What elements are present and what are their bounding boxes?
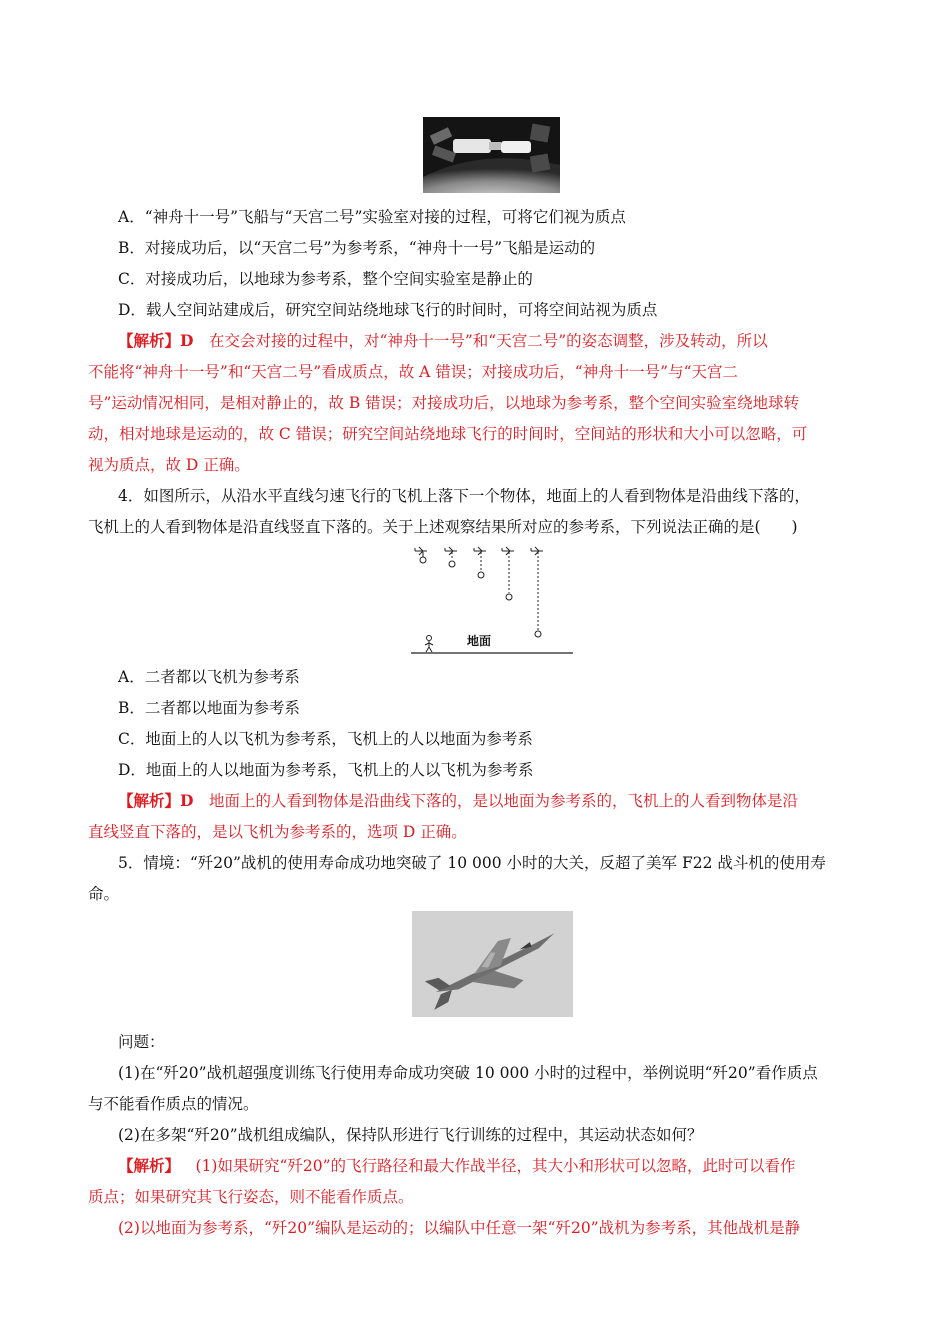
falling-object-diagram xyxy=(405,543,580,655)
q4-analysis-tag: 【解析】D xyxy=(118,791,194,810)
person-icon xyxy=(425,636,433,653)
q3-option-b: B．对接成功后，以“天宫二号”为参考系，“神舟十一号”飞船是运动的 xyxy=(118,239,596,257)
q5-question-label: 问题： xyxy=(118,1033,165,1051)
plane-icon xyxy=(502,547,514,600)
q5-sub1-line-1: (1)在“歼20”战机超强度训练飞行使用寿命成功突破 10 000 小时的过程中，举例说明“歼20”看作质点 xyxy=(118,1064,818,1082)
q3-option-d: D．载人空间站建成后，研究空间站绕地球飞行的时间时，可将空间站视为质点 xyxy=(118,301,658,319)
q4-stem-line-2: 飞机上的人看到物体是沿直线竖直下落的。关于上述观察结果所对应的参考系，下列说法正确的是( ) xyxy=(88,518,798,536)
q4-option-c: C．地面上的人以飞机为参考系，飞机上的人以地面为参考系 xyxy=(118,730,533,748)
q5-analysis-text: (1)如果研究“歼20”的飞行路径和最大作战半径，其大小和形状可以忽略，此时可以看作 xyxy=(195,1157,796,1175)
ground-label: 地面 xyxy=(467,634,492,648)
space-docking-photo xyxy=(423,117,560,193)
q4-option-a: A．二者都以飞机为参考系 xyxy=(118,668,300,686)
q3-analysis-line-4: 动，相对地球是运动的，故 C 错误；研究空间站绕地球飞行的时间时，空间站的形状和大小可以忽略，可 xyxy=(88,425,808,443)
q4-option-d: D．地面上的人以地面为参考系，飞机上的人以飞机为参考系 xyxy=(118,761,534,779)
q5-analysis-line-2: 质点；如果研究其飞行姿态，则不能看作质点。 xyxy=(88,1188,414,1206)
q3-option-c: C．对接成功后，以地球为参考系，整个空间实验室是静止的 xyxy=(118,270,533,288)
q3-analysis-line-1 xyxy=(118,330,768,352)
q5-analysis-line-3: (2)以地面为参考系，“歼20”编队是运动的；以编队中任意一架“歼20”战机为参考系，其他战机是静 xyxy=(118,1219,801,1237)
q4-analysis-text: 地面上的人看到物体是沿曲线下落的，是以地面为参考系的，飞机上的人看到物体是沿 xyxy=(208,792,798,810)
plane-icon xyxy=(445,547,457,567)
q3-analysis-line-2: 不能将“神舟十一号”和“天宫二号”看成质点，故 A 错误；对接成功后，“神舟十一号”与“天宫二 xyxy=(88,363,739,381)
q5-sub1-line-2: 与不能看作质点的情况。 xyxy=(88,1095,259,1113)
q4-analysis-line-1 xyxy=(118,790,798,812)
q5-analysis-tag: 【解析】 xyxy=(118,1156,181,1175)
q5-sub2: (2)在多架“歼20”战机组成编队，保持队形进行飞行训练的过程中，其运动状态如何？ xyxy=(118,1126,703,1144)
plane-icon xyxy=(474,547,486,578)
q3-analysis-line-5: 视为质点，故 D 正确。 xyxy=(88,456,250,474)
fighter-jet-photo xyxy=(412,911,573,1017)
q4-option-b: B．二者都以地面为参考系 xyxy=(118,699,300,717)
q5-stem-line-1: 5．情境：“歼20”战机的使用寿命成功地突破了 10 000 小时的大关，反超了美军 F22 战斗机的使用寿 xyxy=(118,854,826,872)
plane-icon xyxy=(415,547,427,563)
q3-analysis-text: 在交会对接的过程中，对“神舟十一号”和“天宫二号”的姿态调整，涉及转动，所以 xyxy=(208,332,768,350)
q5-analysis-line-1 xyxy=(118,1155,796,1177)
q5-stem-line-2: 命。 xyxy=(88,885,120,903)
plane-icon xyxy=(531,547,543,637)
q4-analysis-line-2: 直线竖直下落的，是以飞机为参考系的，选项 D 正确。 xyxy=(88,823,467,841)
q4-stem-line-1: 4．如图所示，从沿水平直线匀速飞行的飞机上落下一个物体，地面上的人看到物体是沿曲线下落的， xyxy=(118,487,810,505)
q3-analysis-tag: 【解析】D xyxy=(118,331,194,350)
q3-option-a: A．“神舟十一号”飞船与“天宫二号”实验室对接的过程，可将它们视为质点 xyxy=(118,208,626,226)
q3-analysis-line-3: 号”运动情况相同，是相对静止的，故 B 错误；对接成功后，以地球为参考系，整个空间实验室绕地球转 xyxy=(88,394,800,412)
